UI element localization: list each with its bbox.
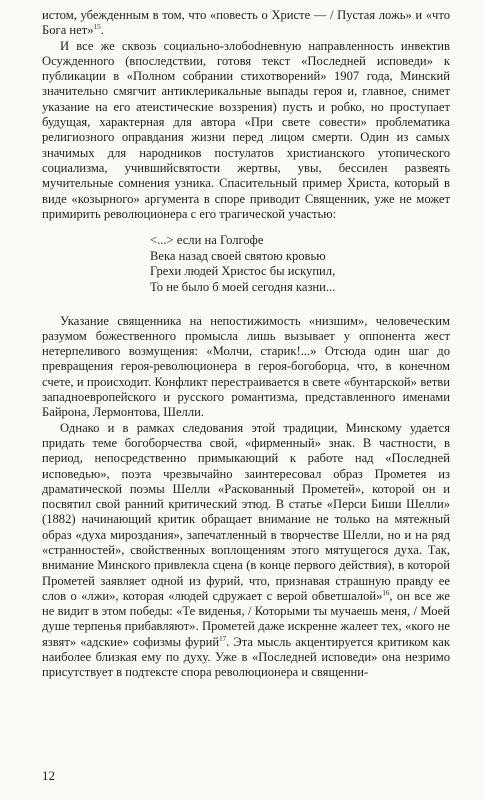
verse-line-1: <...> если на Голгофе [150, 233, 264, 248]
verse-line-2: Века назад своей святою кровью [150, 248, 326, 263]
paragraph-4-text-b: , он все же не видит в этом победы: «Те виденья, / Которыми ты мучаешь меня, / Моей душе терпенья прибавляют». Прометей даже искренне жалеет тех, «кого не язвят» «адские» софизмы фурий [42, 588, 450, 649]
paragraph-1-end: . [100, 23, 104, 38]
page-number: 12 [42, 768, 55, 783]
verse-line-3: Грехи людей Христос бы искупил, [150, 264, 336, 279]
footnote-ref-16: 16 [382, 588, 390, 597]
verse-quote [150, 233, 450, 295]
paragraph-1 [42, 8, 450, 39]
footnote-ref-15: 15 [93, 23, 101, 32]
verse-line-4: То не было б моей сегодня казни... [150, 279, 336, 294]
paragraph-4-text-c: . Эта мысль акцентируется критиком как наиболее близкая ему по духу. Уже в «Последней исповеди» она незримо присутствует в подтексте спора революционера и священни- [42, 634, 450, 680]
spacer [42, 307, 450, 314]
paragraph-2: И все же сквозь социально-злобоdневную направленность инвектив Осужденного (впоследствии, готовя текст «Последней исповеди» к публикации в «Полном собрании стихотворений» 1907 года, Минский значительно смягчит антиклерикальные выпады героя и, главное, снимет указание на его атеистические воззрения) пусть и робко, но проступает будущая, характерная для автора «При свете совести» проблематика религиозного оправдания жизни перед лицом смерти. Один из самых значимых для народников постулатов христианского утопического социализма, учившийсвятости жертвы, увы, бессилен развеять мучительные сомнения узника. Спасительный пример Христа, который в виде «козырного» аргумента в споре приводит Священник, уже не может примирить революционера с его трагической участью: [42, 38, 450, 221]
paragraph-1-text: истом, убежденным в том, что «повесть о Христе — / Пустая ложь» и «что Бога нет» [42, 8, 450, 38]
paragraph-4 [42, 421, 450, 681]
paragraph-3: Указание священника на непостижимость «низшим», человеческим разумом божественного промысла лишь вызывает у оппонента жест нетерпеливого возмущения: «Молчи, старик!...» Отсюда один шаг до превращения героя-революционера в героя-богоборца, что, в конечном счете, и происходит. Конфликт перестраивается в свете «бунтарской» ветви западноевропейского и русского романтизма, представленного именами Байрона, Лермонтова, Шелли. [42, 313, 450, 420]
footnote-ref-17: 17 [219, 634, 227, 643]
paragraph-4-text-a: Однако и в рамках следования этой традиции, Минскому удается придать теме богоборчества свой, «фирменный» знак. В частности, в период, непосредственно примыкающий к работе над «Последней исповедью», поэта чрезвычайно заинтересовал образ Прометея из драматической поэмы Шелли «Раскованный Прометей», которой он и посвятил свой ранний критический этюд. В статье «Перси Биши Шелли» (1882) начинающий критик обращает внимание не только на мятежный образ «духа мироздания», запечатленный в творчестве Шелли, но и на ряд «странностей», свойственных воплощениям этого мятущегося духа. Так, внимание Минского привлекла сцена (в конце первого действия), в которой Прометей заявляет одной из фурий, что, признавая страшную правду ее слов о «лжи», которая «людей сдружает с верой обветшалой» [42, 420, 450, 603]
